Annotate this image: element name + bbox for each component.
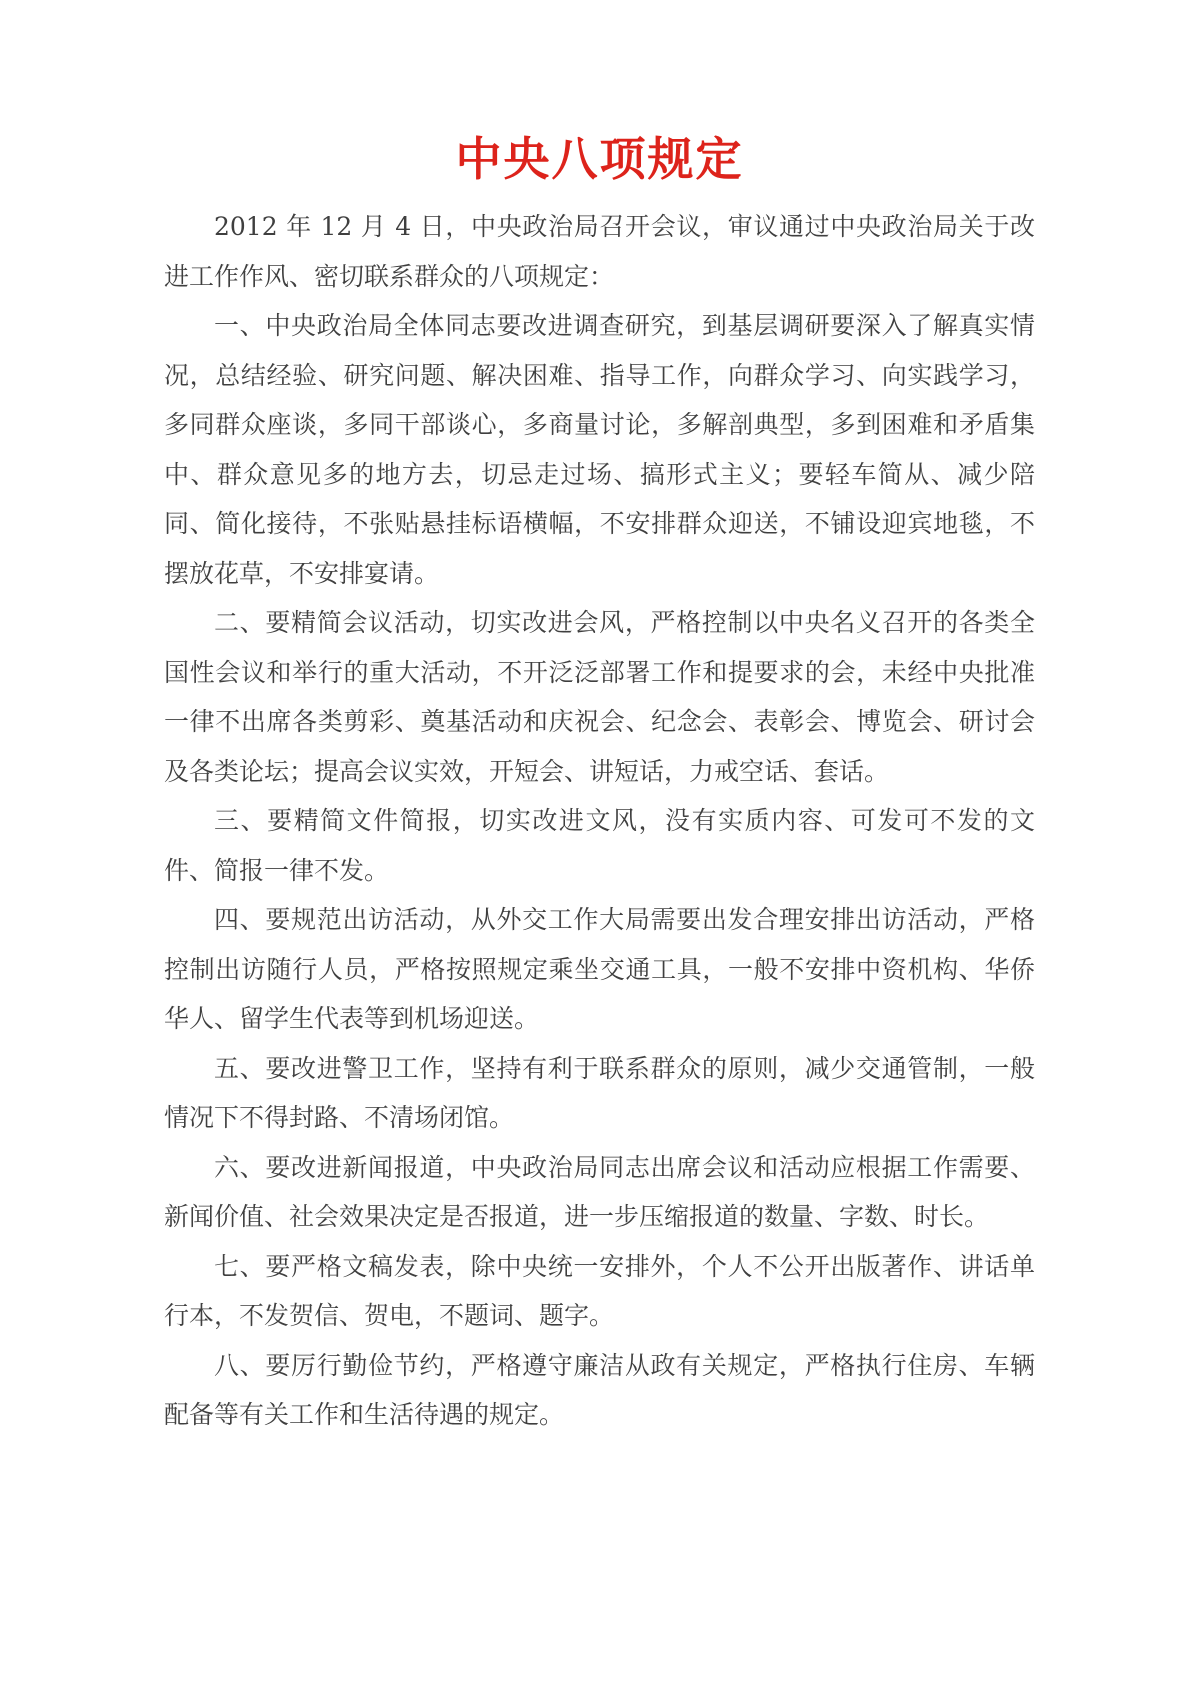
paragraph: 2012 年 12 月 4 日，中央政治局召开会议，审议通过中央政治局关于改进工作作风、密切联系群众的八项规定： [164, 212, 1035, 291]
paragraph: 八、要厉行勤俭节约，严格遵守廉洁从政有关规定，严格执行住房、车辆配备等有关工作和生活待遇的规定。 [164, 1350, 1035, 1429]
paragraph: 二、要精简会议活动，切实改进会风，严格控制以中央名义召开的各类全国性会议和举行的重大活动，不开泛泛部署工作和提要求的会，未经中央批准一律不出席各类剪彩、奠基活动和庆祝会、纪念会、表彰会、博览会、研讨会及各类论坛；提高会议实效，开短会、讲短话，力戒空话、套话。 [164, 608, 1035, 786]
document-body [164, 202, 1035, 1440]
paragraph: 五、要改进警卫工作，坚持有利于联系群众的原则，减少交通管制，一般情况下不得封路、不清场闭馆。 [164, 1053, 1035, 1132]
paragraph: 四、要规范出访活动，从外交工作大局需要出发合理安排出访活动，严格控制出访随行人员，严格按照规定乘坐交通工具，一般不安排中资机构、华侨华人、留学生代表等到机场迎送。 [164, 905, 1035, 1033]
paragraph: 七、要严格文稿发表，除中央统一安排外，个人不公开出版著作、讲话单行本，不发贺信、贺电，不题词、题字。 [164, 1251, 1035, 1330]
document-title: 中央八项规定 [455, 132, 744, 186]
paragraph: 六、要改进新闻报道，中央政治局同志出席会议和活动应根据工作需要、新闻价值、社会效果决定是否报道，进一步压缩报道的数量、字数、时长。 [164, 1152, 1035, 1231]
paragraph: 三、要精简文件简报，切实改进文风，没有实质内容、可发可不发的文件、简报一律不发。 [164, 806, 1035, 885]
paragraph: 一、中央政治局全体同志要改进调查研究，到基层调研要深入了解真实情况，总结经验、研究问题、解决困难、指导工作，向群众学习、向实践学习，多同群众座谈，多同干部谈心，多商量讨论，多解剖典型，多到困难和矛盾集中、群众意见多的地方去，切忌走过场、搞形式主义；要轻车简从、减少陪同、简化接待，不张贴悬挂标语横幅，不安排群众迎送，不铺设迎宾地毯，不摆放花草，不安排宴请。 [164, 311, 1035, 588]
